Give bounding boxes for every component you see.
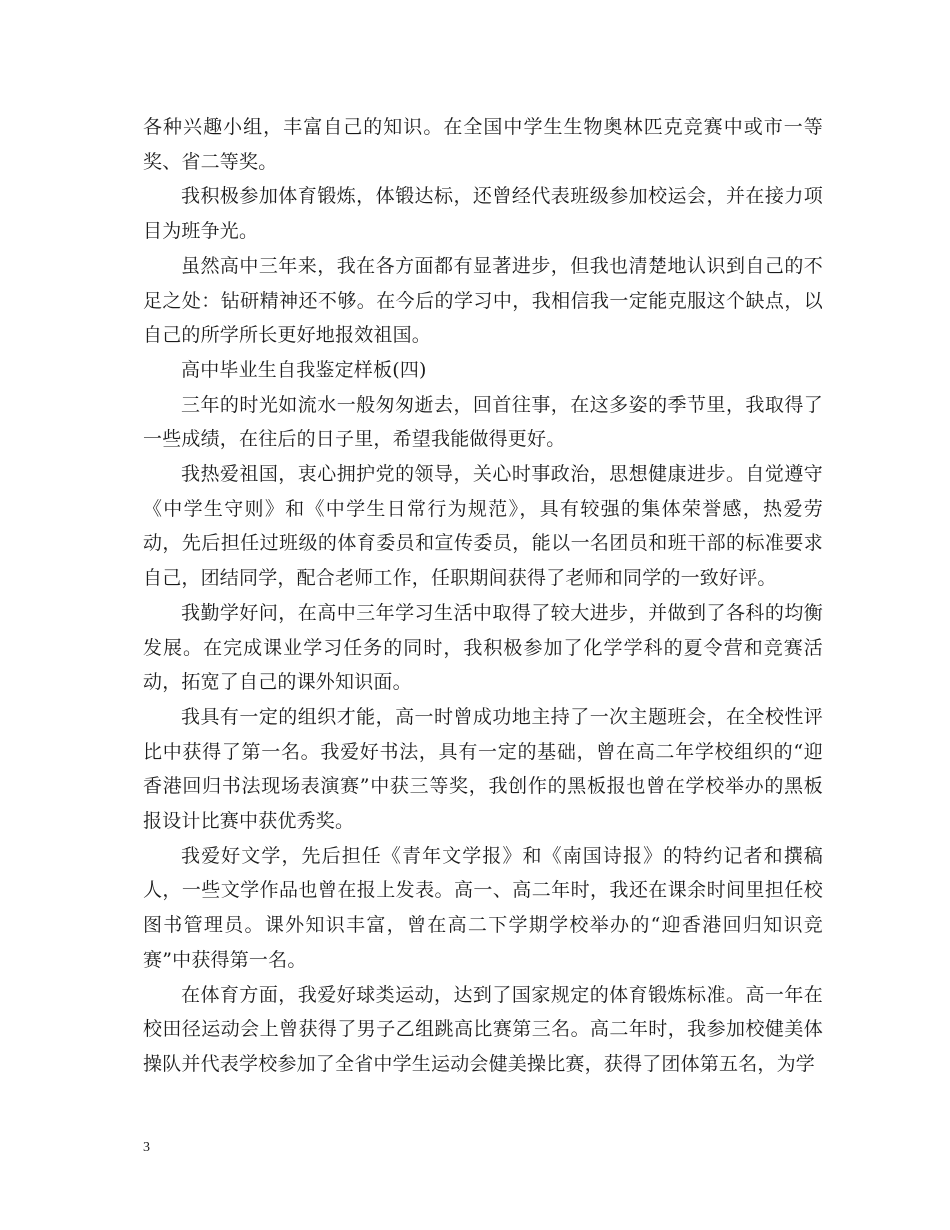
paragraph: 我爱好文学，先后担任《青年文学报》和《南国诗报》的特约记者和撰稿人，一些文学作品也曾在报上发表。高一、高二年时，我还在课余时间里担任校图书管理员。课外知识丰富，曾在高二下学期学校举办的“迎香港回归知识竞赛”中获得第一名。 — [143, 844, 823, 971]
paragraph: 在体育方面，我爱好球类运动，达到了国家规定的体育锻炼标准。高一年在校田径运动会上曾获得了男子乙组跳高比赛第三名。高二年时，我参加校健美体操队并代表学校参加了全省中学生运动会健美操比赛，获得了团体第五名，为学 — [143, 983, 823, 1075]
section-heading: 高中毕业生自我鉴定样板(四) — [181, 358, 427, 381]
paragraph: 虽然高中三年来，我在各方面都有显著进步，但我也清楚地认识到自己的不足之处：钻研精神还不够。在今后的学习中，我相信我一定能克服这个缺点，以自己的所学所长更好地报效祖国。 — [143, 254, 823, 347]
paragraph: 三年的时光如流水一般匆匆逝去，回首往事，在这多姿的季节里，我取得了一些成绩，在往后的日子里，希望我能做得更好。 — [143, 393, 823, 451]
document-body — [143, 110, 823, 1082]
paragraph: 我热爱祖国，衷心拥护党的领导，关心时事政治，思想健康进步。自觉遵守《中学生守则》和《中学生日常行为规范》，具有较强的集体荣誉感，热爱劳动，先后担任过班级的体育委员和宣传委员，能以一名团员和班干部的标准要求自己，团结同学，配合老师工作，任职期间获得了老师和同学的一致好评。 — [143, 463, 823, 590]
paragraph: 我具有一定的组织才能，高一时曾成功地主持了一次主题班会，在全校性评比中获得了第一名。我爱好书法，具有一定的基础，曾在高二年学校组织的“迎香港回归书法现场表演赛”中获三等奖，我创作的黑板报也曾在学校举办的黑板报设计比赛中获优秀奖。 — [143, 705, 823, 833]
page-number: 3 — [143, 1140, 150, 1155]
paragraph: 各种兴趣小组，丰富自己的知识。在全国中学生生物奥林匹克竞赛中或市一等奖、省二等奖。 — [143, 116, 823, 173]
paragraph: 我勤学好问，在高中三年学习生活中取得了较大进步，并做到了各科的均衡发展。在完成课业学习任务的同时，我积极参加了化学学科的夏令营和竞赛活动，拓宽了自己的课外知识面。 — [143, 601, 823, 694]
paragraph: 我积极参加体育锻炼，体锻达标，还曾经代表班级参加校运会，并在接力项目为班争光。 — [143, 185, 823, 243]
